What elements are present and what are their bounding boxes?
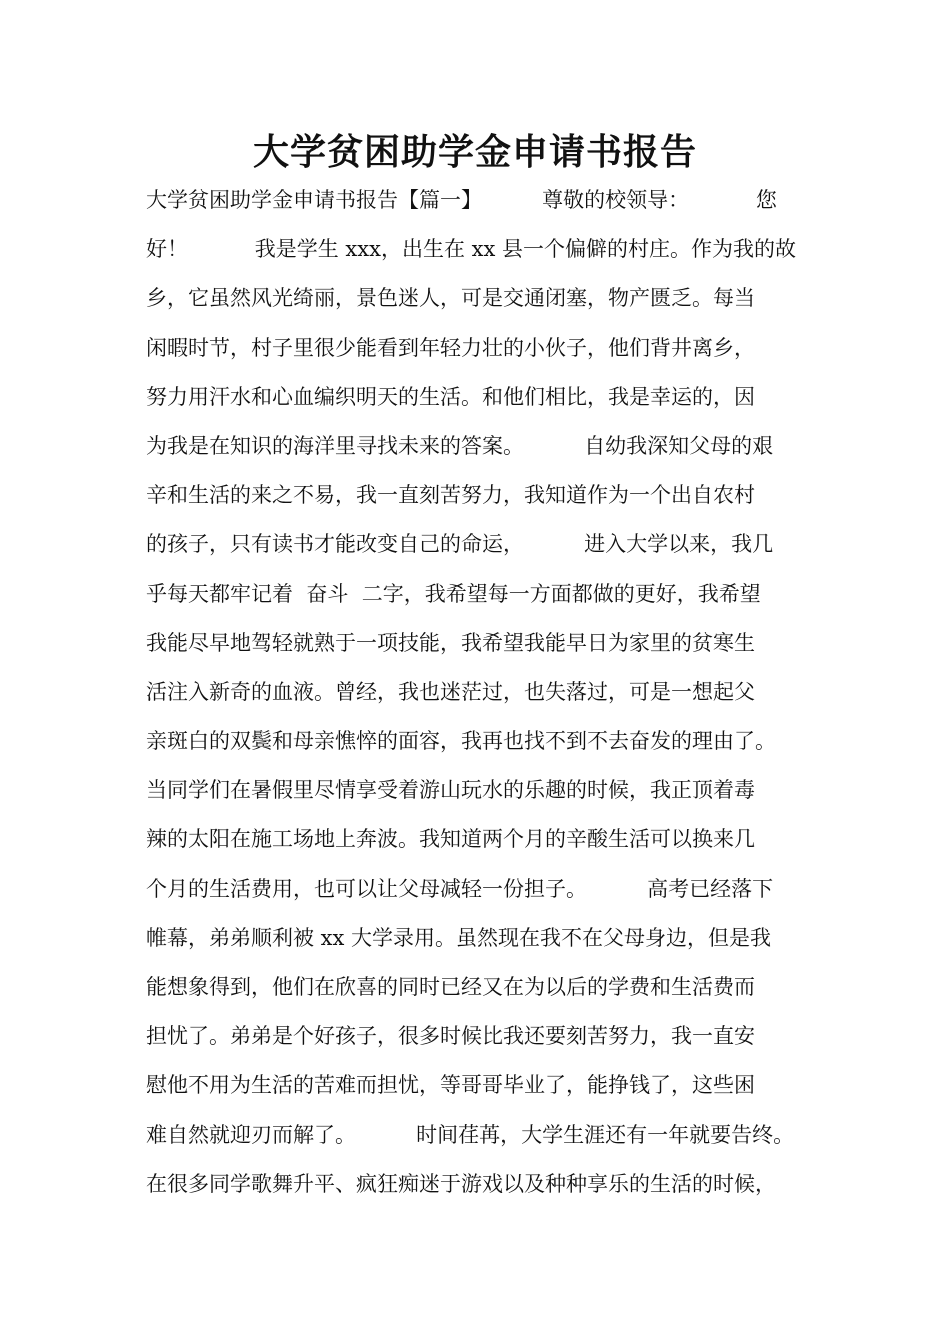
body-line: 辣的太阳在施工场地上奔波。我知道两个月的辛酸生活可以换来几 <box>146 827 755 852</box>
body-line: 好！ 我是学生 xxx，出生在 xx 县一个偏僻的村庄。作为我的故 <box>146 237 796 262</box>
body-line: 在很多同学歌舞升平、疯狂痴迷于游戏以及种种享乐的生活的时候， <box>146 1171 776 1196</box>
document-body <box>146 176 836 1209</box>
body-line: 帷幕，弟弟顺利被 xx 大学录用。虽然现在我不在父母身边，但是我 <box>146 925 772 950</box>
body-line: 闲暇时节，村子里很少能看到年轻力壮的小伙子，他们背井离乡， <box>146 335 755 360</box>
body-line: 大学贫困助学金申请书报告【篇一】 尊敬的校领导： 您 <box>146 188 777 212</box>
body-line: 亲斑白的双鬓和母亲憔悴的面容，我再也找不到不去奋发的理由了。 <box>146 729 776 754</box>
body-line: 担忧了。弟弟是个好孩子，很多时候比我还要刻苦努力，我一直安 <box>146 1024 755 1049</box>
body-line: 慰他不用为生活的苦难而担忧，等哥哥毕业了，能挣钱了，这些困 <box>146 1073 755 1098</box>
body-line: 个月的生活费用，也可以让父母减轻一份担子。 高考已经落下 <box>146 876 774 901</box>
body-line: 乎每天都牢记着 奋斗 二字，我希望每一方面都做的更好，我希望 <box>146 581 761 606</box>
body-line: 乡，它虽然风光绮丽，景色迷人，可是交通闭塞，物产匮乏。每当 <box>146 286 755 311</box>
document-title: 大学贫困助学金申请书报告 <box>252 131 697 173</box>
body-line: 为我是在知识的海洋里寻找未来的答案。 自幼我深知父母的艰 <box>146 433 774 458</box>
body-line: 努力用汗水和心血编织明天的生活。和他们相比，我是幸运的，因 <box>146 384 755 409</box>
body-line: 辛和生活的来之不易，我一直刻苦努力，我知道作为一个出自农村 <box>146 483 755 508</box>
body-line: 的孩子，只有读书才能改变自己的命运， 进入大学以来，我几 <box>146 532 774 557</box>
body-line: 难自然就迎刃而解了。 时间荏苒，大学生涯还有一年就要告终。 <box>146 1122 795 1147</box>
body-line: 活注入新奇的血液。曾经，我也迷茫过，也失落过，可是一想起父 <box>146 679 755 704</box>
body-line: 当同学们在暑假里尽情享受着游山玩水的乐趣的时候，我正顶着毒 <box>146 778 755 803</box>
body-line: 我能尽早地驾轻就熟于一项技能，我希望我能早日为家里的贫寒生 <box>146 630 755 655</box>
body-line: 能想象得到，他们在欣喜的同时已经又在为以后的学费和生活费而 <box>146 975 755 999</box>
